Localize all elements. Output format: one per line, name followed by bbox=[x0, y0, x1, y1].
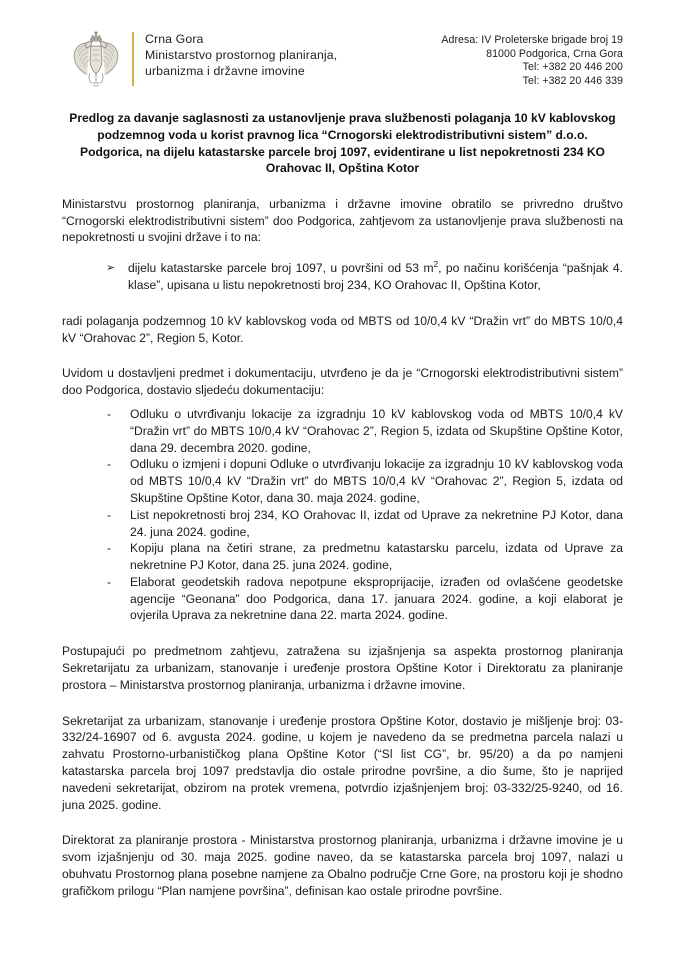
ministry-name-line-2: urbanizma i državne imovine bbox=[145, 64, 305, 79]
dash-bullet-icon: - bbox=[107, 507, 112, 522]
dash-bullet-icon: - bbox=[107, 574, 112, 589]
address-line: Adresa: IV Proleterske brigade broj 19 bbox=[441, 34, 623, 46]
country-name: Crna Gora bbox=[145, 32, 204, 46]
document-body bbox=[0, 110, 679, 899]
procedure-paragraph: Postupajući po predmetnom zahtjevu, zatražena su izjašnjenja sa aspekta prostornog planiranja Sekretarijatu za urbanizam, stanovanje i uređenje prostora Opštine Kotor i Direktoratu za planiranje prostora – Ministarstva prostornog planiranja, urbanizma i državne imovine. bbox=[62, 644, 623, 692]
phone-line-1: Tel: +382 20 446 200 bbox=[522, 61, 623, 74]
list-item-label: List nepokretnosti broj 234, KO Orahovac II, izdat od Uprave za nekretnine PJ Kotor, dana 24. juna 2024. godine, bbox=[130, 507, 623, 539]
list-item-label: Odluku o utvrđivanju lokacije za izgradnju 10 kV kablovskog voda od MBTS 10/0,4 kV “Dražin vrt” do MBTS 10/0,4 kV “Orahovac 2”, Region 5, izdata od Skupštine Opštine Kotor, dana 29. decembra 2020. godine, bbox=[130, 406, 623, 455]
list-item-label: Odluku o izmjeni i dopuni Odluke o utvrđivanju lokacije za izgradnju 10 kV kablovskog voda od MBTS 10/0,4 kV “Dražin vrt” do MBTS 10/0,4 kV “Orahovac 2”, Region 5, izdata od Skupštine Opštine Kotor, dana 30. maja 2024. godine, bbox=[130, 457, 623, 505]
page-title: Predlog za davanje saglasnosti za ustanovljenje prava službenosti polaganja 10 kV kablovskog podzemnog voda u korist pravnog lica “Crnogorski elektrodistributivni sistem” d.o.o. Podgorica, na dijelu katastarske parcele broj 1097, evidentirane u list nepokretnosti 234 KO Orahovac II, Opština Kotor bbox=[69, 111, 616, 176]
documentation-list bbox=[62, 406, 623, 624]
ministry-name-block bbox=[145, 30, 337, 88]
list-item bbox=[106, 406, 623, 456]
arrow-bullet-block bbox=[62, 260, 623, 294]
list-item bbox=[106, 507, 623, 541]
parcel-description-part2: , po načinu korišćenja “pašnjak 4. klase”, upisana u listu nepokretnosti broj 234, KO Orahovac II, Opština Kotor, bbox=[128, 261, 623, 292]
list-item bbox=[106, 574, 623, 624]
intro-paragraph: Ministarstvu prostornog planiranja, urbanizma i državne imovine obratilo se privredno društvo “Crnogorski elektrodistributivni sistem” doo Podgorica, zahtjevom za ustanovljenje prava službenosti na nepokretnosti u svojini države i to na: bbox=[62, 196, 623, 245]
directorate-opinion-paragraph: Direktorat za planiranje prostora - Ministarstva prostornog planiranja, urbanizma i državne imovine je u svom izjašnjenju od 30. maja 2025. godine naveo, da se katastarska parcela broj 1097, nalazi u obuhvatu Prostornog plana posebne namjene za Obalno područje Crne Gore, na prostoru koji je shodno grafičkom prilogu “Plan namjene površina”, definisan kao ostale prirodne površine. bbox=[62, 833, 623, 898]
secretariat-opinion-paragraph: Sekretarijat za urbanizam, stanovanje i uređenje prostora Opštine Kotor, dostavio je mišljenje broj: 03-332/24-16907 od 6. avgusta 2024. godine, u kojem je navedeno da se predmetna parcela nalazi u zahvatu Prostorno-urbanističkog plana Opštine Kotor (“Sl list CG”, br. 95/20) a da po namjeni katastarska parcela broj 1097 predstavlja dio ostale prirodne površine, a dio šume, što je naprijed navedeni sekretarijat, obzirom na protek vremena, potvrdio izjašnjenjem broj: 03-332/25-9240, od 16. juna 2025. godine. bbox=[62, 713, 623, 812]
purpose-paragraph: radi polaganja podzemnog 10 kV kablovskog voda od MBTS od 10/0,4 kV “Dražin vrt” do MBTS 10/0,4 kV “Orahovac 2”, Region 5, Kotor. bbox=[62, 313, 623, 345]
ministry-contact-block bbox=[441, 30, 623, 88]
list-item bbox=[106, 540, 623, 574]
dash-bullet-icon: - bbox=[107, 541, 112, 556]
list-item-label: Elaborat geodetskih radova nepotpune eksproprijacije, izrađen od ovlašćene geodetske agencije “Geonana” doo Podgorica, dana 17. januara 2024. godine, a koji elaborat je ovjerila Uprava za nekretnine dana 22. marta 2024. godine. bbox=[130, 574, 623, 623]
brand-divider bbox=[132, 32, 134, 86]
list-item-label: Kopiju plana na četiri strane, za predmetnu katastarsku parcelu, izdata od Uprave za nekretnine PJ Kotor, dana 25. juna 2024. godine, bbox=[130, 541, 623, 573]
montenegro-coat-of-arms-icon bbox=[66, 31, 126, 88]
phone-line-2: Tel: +382 20 446 339 bbox=[522, 74, 623, 87]
dash-bullet-icon: - bbox=[107, 457, 112, 472]
review-paragraph: Uvidom u dostavljeni predmet i dokumentaciju, utvrđeno je da je “Crnogorski elektrodistributivni sistem” doo Podgorica, dostavio sljedeću dokumentaciju: bbox=[62, 366, 623, 398]
dash-bullet-icon: - bbox=[107, 406, 112, 421]
list-item bbox=[106, 260, 623, 294]
square-meter-superscript: 2 bbox=[433, 260, 439, 270]
ministry-name-line-1: Ministarstvo prostornog planiranja, bbox=[145, 48, 338, 63]
city-line: 81000 Podgorica, Crna Gora bbox=[486, 47, 623, 60]
arrow-bullet-icon: ➢ bbox=[106, 261, 116, 274]
ministry-brand bbox=[66, 30, 337, 88]
document-header bbox=[0, 0, 679, 88]
parcel-description-part1: dijelu katastarske parcele broj 1097, u površini od 53 m bbox=[128, 261, 434, 276]
list-item bbox=[106, 456, 623, 506]
